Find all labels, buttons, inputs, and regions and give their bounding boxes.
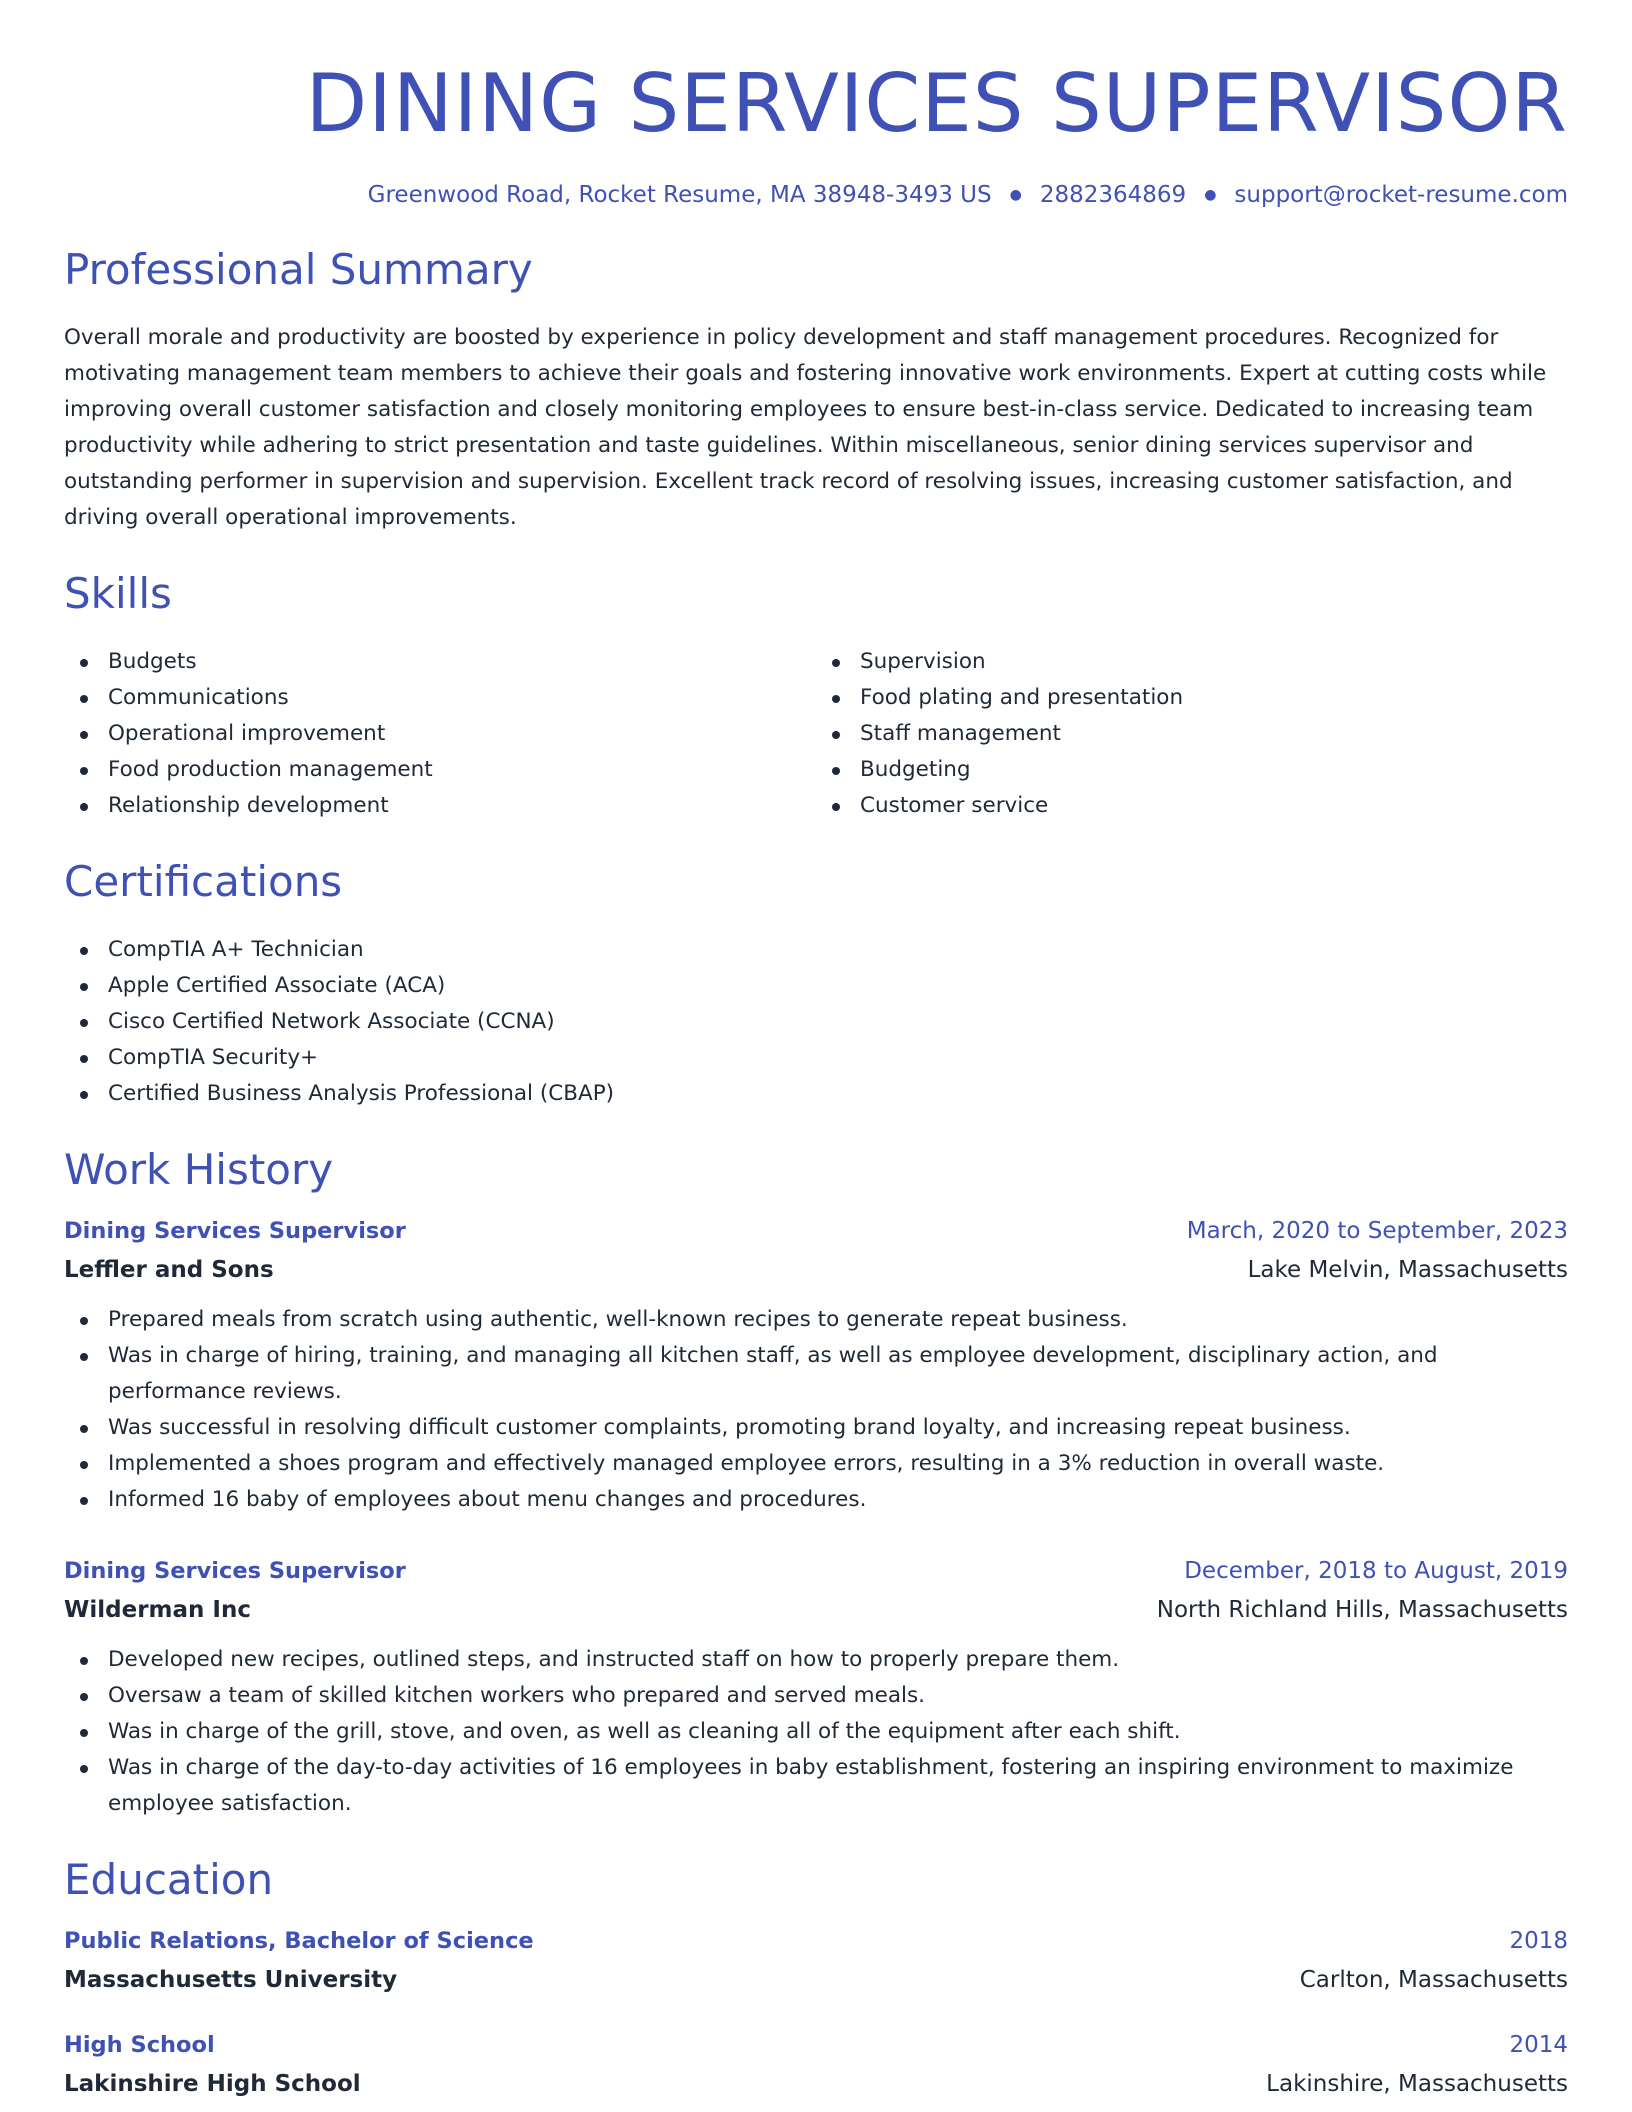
education-degree-row bbox=[64, 2026, 1568, 2064]
job-duty: Was in charge of the grill, stove, and oven, as well as cleaning all of the equipment after each shift. bbox=[64, 1714, 1568, 1750]
job-company-row bbox=[64, 1250, 1568, 1290]
skills-section bbox=[64, 570, 1568, 824]
job-duty: Informed 16 baby of employees about menu changes and procedures. bbox=[64, 1482, 1568, 1518]
certification-item: Apple Certified Associate (ACA) bbox=[64, 968, 1568, 1004]
job-company: Wilderman Inc bbox=[64, 1597, 251, 1623]
job-duty: Was in charge of the day-to-day activities of 16 employees in baby establishment, fostering an inspiring environment to maximize employee satisfaction. bbox=[64, 1750, 1568, 1822]
education-section bbox=[64, 1856, 1568, 2104]
job-duty: Oversaw a team of skilled kitchen workers who prepared and served meals. bbox=[64, 1678, 1568, 1714]
work-history-section bbox=[64, 1146, 1568, 1822]
job-duties-list bbox=[64, 1302, 1568, 1518]
skill-item: Communications bbox=[64, 680, 816, 716]
education-heading: Education bbox=[64, 1855, 274, 1904]
bullet-separator-icon: ● bbox=[1204, 187, 1217, 203]
education-school: Lakinshire High School bbox=[64, 2071, 361, 2097]
job-entry bbox=[64, 1552, 1568, 1822]
skill-item: Relationship development bbox=[64, 788, 816, 824]
skill-item: Food plating and presentation bbox=[816, 680, 1568, 716]
certification-item: CompTIA A+ Technician bbox=[64, 932, 1568, 968]
skill-item: Operational improvement bbox=[64, 716, 816, 752]
skill-item: Supervision bbox=[816, 644, 1568, 680]
candidate-title: DINING SERVICES SUPERVISOR bbox=[305, 57, 1568, 150]
contact-phone: 2882364869 bbox=[1039, 182, 1187, 208]
certification-item: Cisco Certified Network Associate (CCNA) bbox=[64, 1004, 1568, 1040]
certification-item: CompTIA Security+ bbox=[64, 1040, 1568, 1076]
job-duties-list bbox=[64, 1642, 1568, 1822]
skill-item: Staff management bbox=[816, 716, 1568, 752]
work-history-heading: Work History bbox=[64, 1145, 334, 1194]
job-duty: Was in charge of hiring, training, and managing all kitchen staff, as well as employee development, disciplinary action, and performance reviews. bbox=[64, 1338, 1568, 1410]
skill-item: Customer service bbox=[816, 788, 1568, 824]
job-title: Dining Services Supervisor bbox=[64, 1218, 406, 1244]
job-dates: March, 2020 to September, 2023 bbox=[1186, 1218, 1568, 1244]
education-school: Massachusetts University bbox=[64, 1967, 398, 1993]
education-entry bbox=[64, 2026, 1568, 2104]
skill-item: Budgets bbox=[64, 644, 816, 680]
summary-text: Overall morale and productivity are boosted by experience in policy development and staff management procedures. Recognized for motivating management team members to achieve their goals and fostering innovative work environments. Expert at cutting costs while improving overall customer satisfaction and closely monitoring employees to ensure best-in-class service. Dedicated to increasing team productivity while adhering to strict presentation and taste guidelines. Within miscellaneous, senior dining services supervisor and outstanding performer in supervision and supervision. Excellent track record of resolving issues, increasing customer satisfaction, and driving overall operational improvements. bbox=[64, 325, 1547, 530]
skills-columns bbox=[64, 644, 1568, 824]
job-duty: Prepared meals from scratch using authentic, well-known recipes to generate repeat business. bbox=[64, 1302, 1568, 1338]
job-title-row bbox=[64, 1552, 1568, 1590]
skills-heading: Skills bbox=[64, 569, 172, 618]
job-title-row bbox=[64, 1212, 1568, 1250]
certification-item: Certified Business Analysis Professional (CBAP) bbox=[64, 1076, 1568, 1112]
resume-header bbox=[64, 56, 1568, 208]
job-location: Lake Melvin, Massachusetts bbox=[1247, 1257, 1568, 1283]
contact-email: support@rocket-resume.com bbox=[1234, 182, 1568, 208]
skill-item: Food production management bbox=[64, 752, 816, 788]
job-company: Leffler and Sons bbox=[64, 1257, 274, 1283]
education-degree: High School bbox=[64, 2032, 215, 2058]
job-title: Dining Services Supervisor bbox=[64, 1558, 406, 1584]
education-year: 2014 bbox=[1509, 2032, 1568, 2058]
education-school-row bbox=[64, 2064, 1568, 2104]
skills-list-right bbox=[816, 644, 1568, 824]
education-school-row bbox=[64, 1960, 1568, 2000]
job-duty: Implemented a shoes program and effectively managed employee errors, resulting in a 3% reduction in overall waste. bbox=[64, 1446, 1568, 1482]
skill-item: Budgeting bbox=[816, 752, 1568, 788]
certifications-heading: Certifications bbox=[64, 857, 343, 906]
education-degree: Public Relations, Bachelor of Science bbox=[64, 1928, 534, 1954]
education-degree-row bbox=[64, 1922, 1568, 1960]
job-duty: Developed new recipes, outlined steps, and instructed staff on how to properly prepare them. bbox=[64, 1642, 1568, 1678]
summary-heading: Professional Summary bbox=[64, 245, 533, 294]
job-dates: December, 2018 to August, 2019 bbox=[1184, 1558, 1568, 1584]
contact-address: Greenwood Road, Rocket Resume, MA 38948-3493 US bbox=[367, 182, 992, 208]
education-location: Lakinshire, Massachusetts bbox=[1266, 2071, 1568, 2097]
education-location: Carlton, Massachusetts bbox=[1299, 1967, 1568, 1993]
bullet-separator-icon: ● bbox=[1009, 187, 1022, 203]
job-entry bbox=[64, 1212, 1568, 1518]
summary-section bbox=[64, 246, 1568, 536]
certifications-section bbox=[64, 858, 1568, 1112]
education-entry bbox=[64, 1922, 1568, 2000]
job-location: North Richland Hills, Massachusetts bbox=[1156, 1597, 1568, 1623]
skills-list-left bbox=[64, 644, 816, 824]
job-duty: Was successful in resolving difficult customer complaints, promoting brand loyalty, and increasing repeat business. bbox=[64, 1410, 1568, 1446]
certifications-list bbox=[64, 932, 1568, 1112]
contact-line bbox=[64, 182, 1568, 208]
education-year: 2018 bbox=[1509, 1928, 1568, 1954]
job-company-row bbox=[64, 1590, 1568, 1630]
